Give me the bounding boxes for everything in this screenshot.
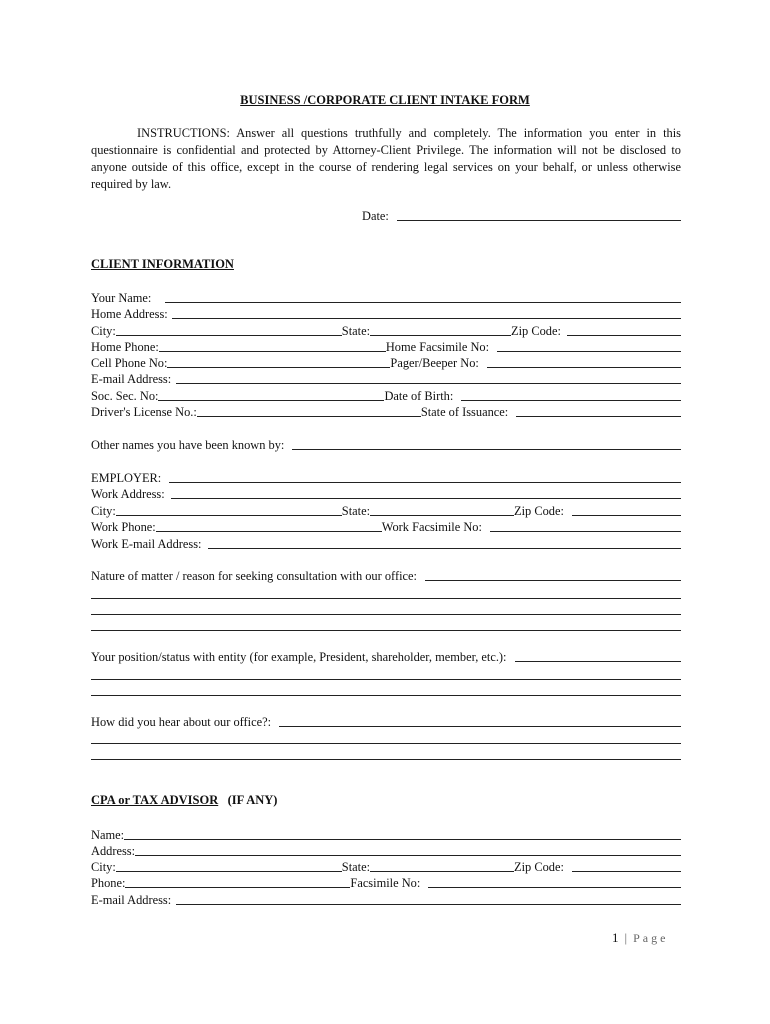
city-label: City: <box>91 324 116 338</box>
cpa-phone-label: Phone: <box>91 876 126 890</box>
work-state-label: State: <box>341 504 371 518</box>
cpa-name-label: Name: <box>91 828 125 842</box>
cpa-name-row <box>91 826 681 842</box>
page-label: Page <box>633 931 669 945</box>
cpa-address-field[interactable] <box>135 854 681 856</box>
email-label: E-mail Address: <box>91 372 172 386</box>
cpa-state-label: State: <box>341 860 371 874</box>
cpa-heading-title: CPA or TAX ADVISOR <box>91 793 219 807</box>
state-field[interactable] <box>370 334 511 336</box>
your-name-label: Your Name: <box>91 291 152 305</box>
hear-field[interactable] <box>279 725 681 727</box>
state-label: State: <box>341 324 371 338</box>
license-row <box>91 403 681 419</box>
license-field[interactable] <box>197 415 421 417</box>
city-state-zip-row <box>91 322 681 338</box>
position-row <box>91 648 681 664</box>
state-issuance-field[interactable] <box>516 415 681 417</box>
work-address-label: Work Address: <box>91 487 165 501</box>
instructions-text: INSTRUCTIONS: Answer all questions truthfully and completely. The information you enter in this questionnaire is confidential and protected by Attorney-Client Privilege. The information will not be disclosed to anyone outside of this office, except in the course of rendering legal services on your behalf, or unless otherwise required by law. <box>91 126 681 191</box>
hear-line-3[interactable] <box>91 759 681 760</box>
hear-line-2[interactable] <box>91 743 681 744</box>
work-fax-label: Work Facsimile No: <box>381 520 482 534</box>
cpa-email-field[interactable] <box>176 903 681 905</box>
date-label: Date: <box>362 209 389 223</box>
position-line-2[interactable] <box>91 679 681 680</box>
work-city-label: City: <box>91 504 116 518</box>
date-row <box>362 207 681 223</box>
ssn-field[interactable] <box>158 399 384 401</box>
work-zip-field[interactable] <box>572 514 681 516</box>
home-address-field[interactable] <box>172 317 681 319</box>
date-field[interactable] <box>397 219 681 221</box>
work-fax-field[interactable] <box>490 530 681 532</box>
pager-label: Pager/Beeper No: <box>390 356 479 370</box>
home-phone-field[interactable] <box>159 350 386 352</box>
home-fax-field[interactable] <box>497 350 681 352</box>
position-label: Your position/status with entity (for example, President, shareholder, member, etc.): <box>91 650 507 664</box>
page-number: 1 <box>612 930 620 945</box>
cpa-address-row <box>91 842 681 858</box>
work-phone-label: Work Phone: <box>91 520 156 534</box>
cpa-email-label: E-mail Address: <box>91 893 172 907</box>
cpa-zip-label: Zip Code: <box>514 860 564 874</box>
cpa-city-label: City: <box>91 860 116 874</box>
home-address-row <box>91 305 681 321</box>
hear-row <box>91 713 681 729</box>
employer-label: EMPLOYER: <box>91 471 162 485</box>
email-field[interactable] <box>176 382 681 384</box>
cell-phone-label: Cell Phone No: <box>91 356 168 370</box>
work-email-label: Work E-mail Address: <box>91 537 202 551</box>
city-field[interactable] <box>116 334 342 336</box>
other-names-row <box>91 436 681 452</box>
work-email-row <box>91 535 681 551</box>
your-name-row <box>91 289 681 305</box>
cpa-state-field[interactable] <box>370 870 514 872</box>
cell-phone-field[interactable] <box>167 366 390 368</box>
ssn-label: Soc. Sec. No: <box>91 389 159 403</box>
cpa-email-row <box>91 891 681 907</box>
work-state-field[interactable] <box>370 514 514 516</box>
work-zip-label: Zip Code: <box>514 504 564 518</box>
cpa-phone-field[interactable] <box>125 886 350 888</box>
nature-row <box>91 567 681 583</box>
instructions-paragraph <box>91 125 681 193</box>
your-name-field[interactable] <box>165 301 681 303</box>
cell-phone-row <box>91 354 681 370</box>
cpa-city-field[interactable] <box>116 870 342 872</box>
cpa-fax-field[interactable] <box>428 886 681 888</box>
position-line-3[interactable] <box>91 695 681 696</box>
cpa-name-field[interactable] <box>124 838 681 840</box>
home-phone-row <box>91 338 681 354</box>
position-field[interactable] <box>515 660 681 662</box>
home-phone-label: Home Phone: <box>91 340 159 354</box>
cpa-city-state-zip-row <box>91 858 681 874</box>
cpa-zip-field[interactable] <box>572 870 681 872</box>
zip-label: Zip Code: <box>511 324 561 338</box>
ssn-dob-row <box>91 387 681 403</box>
pager-field[interactable] <box>487 366 681 368</box>
client-information-heading: CLIENT INFORMATION <box>91 257 234 271</box>
home-fax-label: Home Facsimile No: <box>385 340 490 354</box>
license-label: Driver's License No.: <box>91 405 197 419</box>
work-address-field[interactable] <box>171 497 681 499</box>
work-city-field[interactable] <box>116 514 342 516</box>
cpa-address-label: Address: <box>91 844 136 858</box>
zip-field[interactable] <box>567 334 681 336</box>
nature-label: Nature of matter / reason for seeking consultation with our office: <box>91 569 417 583</box>
work-address-row <box>91 485 681 501</box>
form-title: BUSINESS /CORPORATE CLIENT INTAKE FORM <box>240 93 530 107</box>
cpa-heading <box>91 793 277 808</box>
page-separator: | <box>624 930 629 945</box>
nature-line-3[interactable] <box>91 614 681 615</box>
email-row <box>91 370 681 386</box>
dob-field[interactable] <box>461 399 681 401</box>
dob-label: Date of Birth: <box>384 389 454 403</box>
hear-label: How did you hear about our office?: <box>91 715 272 729</box>
home-address-label: Home Address: <box>91 307 168 321</box>
nature-line-4[interactable] <box>91 630 681 631</box>
employer-field[interactable] <box>169 481 681 483</box>
other-names-field[interactable] <box>292 448 681 450</box>
page-footer <box>612 930 668 946</box>
work-phone-field[interactable] <box>156 530 382 532</box>
employer-row <box>91 469 681 485</box>
work-phone-row <box>91 518 681 534</box>
cpa-heading-suffix: (IF ANY) <box>227 793 278 807</box>
work-email-field[interactable] <box>208 547 682 549</box>
cpa-fax-label: Facsimile No: <box>350 876 421 890</box>
work-city-state-zip-row <box>91 502 681 518</box>
other-names-label: Other names you have been known by: <box>91 438 285 452</box>
cpa-phone-row <box>91 874 681 890</box>
nature-field[interactable] <box>425 579 681 581</box>
state-issuance-label: State of Issuance: <box>420 405 509 419</box>
nature-line-2[interactable] <box>91 598 681 599</box>
